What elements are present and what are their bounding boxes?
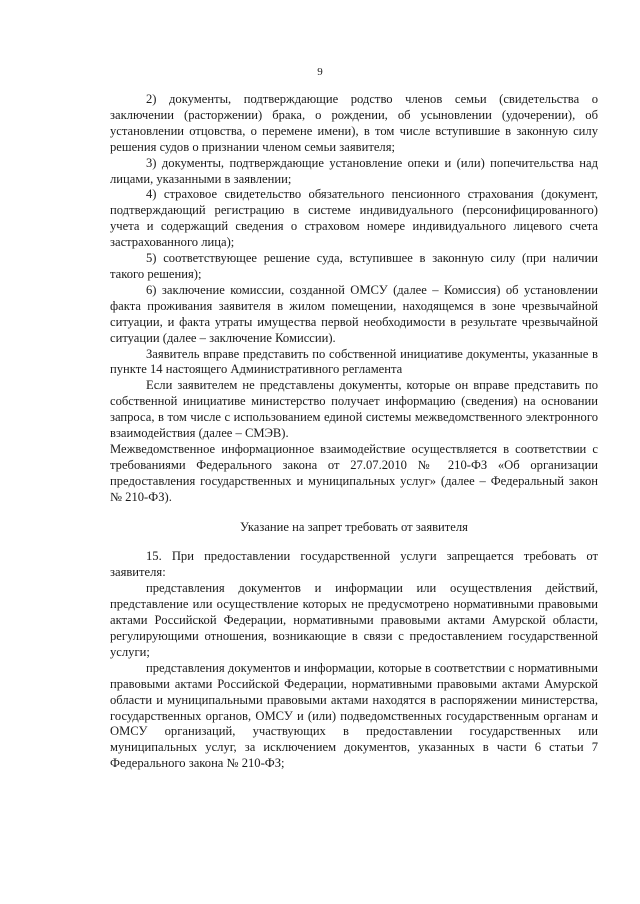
paragraph-documents-kinship: 2) документы, подтверждающие родство членов семьи (свидетельства о заключении (расторжении) брака, о рождении, об усыновлении (удочерении), об установлении отцовства, о перемене имени), в том числе вступившие в законную силу решения судов о признании членом семьи заявителя; xyxy=(110,92,598,154)
document-body xyxy=(110,92,598,772)
page-number: 9 xyxy=(317,66,323,78)
paragraph-own-initiative: Заявитель вправе представить по собственной инициативе документы, указанные в пункте 14 настоящего Административного регламента xyxy=(110,346,598,377)
paragraph-guardianship: 3) документы, подтверждающие установление опеки и (или) попечительства над лицами, указанными в заявлении; xyxy=(110,155,598,186)
paragraph-item-15: 15. При предоставлении государственной услуги запрещается требовать от заявителя: xyxy=(110,549,598,580)
paragraph-prohibition-2: представления документов и информации, которые в соответствии с нормативными правовыми актами Российской Федерации, нормативными правовыми актами Амурской области и муниципальными правовыми актами находятся в распоряжении министерства, государственных органов, ОМСУ и (или) подведомственных государственным органам и ОМСУ организаций, участвующих в предоставлении государственных или муниципальных услуг, за исключением документов, указанных в части 6 статьи 7 Федерального закона № 210-ФЗ; xyxy=(110,660,598,771)
section-heading: Указание на запрет требовать от заявителя xyxy=(240,519,468,534)
paragraph-interagency-interaction: Межведомственное информационное взаимодействие осуществляется в соответствии с требованиями Федерального закона от 27.07.2010 № 210-ФЗ «Об организации предоставления государственных и муниципальных услуг» (далее – Федеральный закон № 210-ФЗ). xyxy=(110,441,598,504)
paragraph-interagency-request: Если заявителем не представлены документы, которые он вправе представить по собственной инициативе министерство получает информацию (сведения) на основании запроса, в том числе с использованием единой системы межведомственного электронного взаимодействия (далее – СМЭВ). xyxy=(110,378,598,441)
paragraph-court-decision: 5) соответствующее решение суда, вступившее в законную силу (при наличии такого решения); xyxy=(110,251,598,281)
paragraph-pension-certificate: 4) страховое свидетельство обязательного пенсионного страхования (документ, подтверждающий регистрацию в системе индивидуального (персонифицированного) учета и содержащий сведения о страховом номере индивидуального лицевого счета застрахованного лица); xyxy=(110,187,598,250)
paragraph-commission-conclusion: 6) заключение комиссии, созданной ОМСУ (далее – Комиссия) об установлении факта проживания заявителя в жилом помещении, находящемся в зоне чрезвычайной ситуации, и факта утраты имущества первой необходимости в результате чрезвычайной ситуации (далее – заключение Комиссии). xyxy=(110,282,598,345)
paragraph-prohibition-1: представления документов и информации или осуществления действий, представление или осуществление которых не предусмотрено нормативными правовыми актами Российской Федерации, нормативными правовыми актами Амурской области, регулирующими отношения, возникающие в связи с предоставлением государственной услуги; xyxy=(110,581,598,659)
